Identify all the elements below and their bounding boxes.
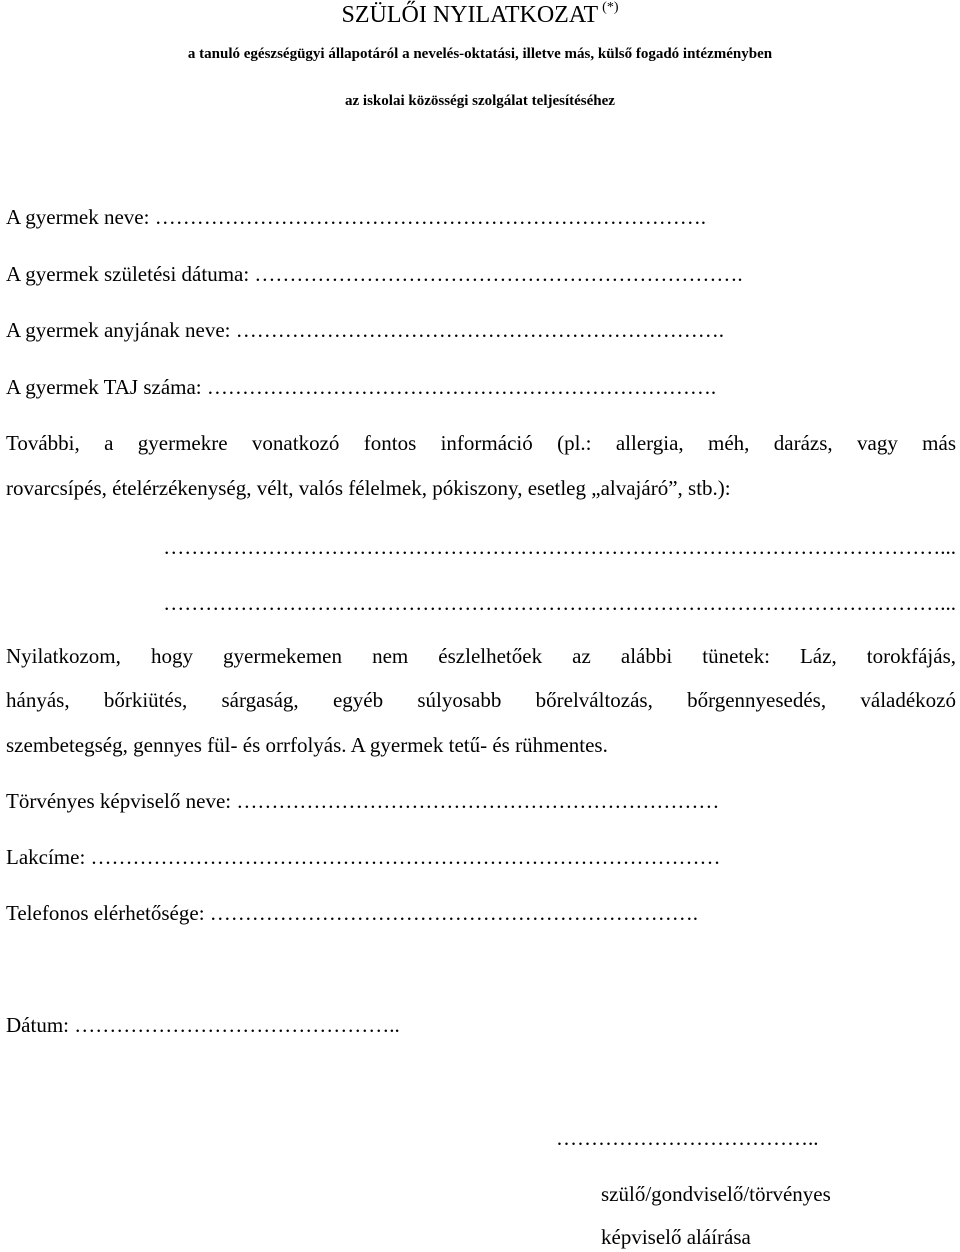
subtitle-line-1: a tanuló egészségügyi állapotáról a nevelés-oktatási, illetve más, külső fogadó intézményben (187, 46, 773, 62)
extra-info-dots-1: …………………………………………………………………………………………………... (163, 535, 956, 559)
representative-name-field: Törvényes képviselő neve: …………………………………………………………… (6, 789, 720, 813)
signature-label-2: képviselő aláírása (601, 1225, 751, 1249)
address-field: Lakcíme: ……………………………………………………………………………… (6, 845, 721, 869)
declaration-line-1: Nyilatkozom, hogy gyermekemen nem észlelhetőek az alábbi tünetek: Láz, torokfájás, (6, 644, 956, 668)
title-footnote-mark: (*) (602, 0, 619, 15)
declaration-line-2: hányás, bőrkiütés, sárgaság, egyéb súlyosabb bőrelváltozás, bőrgennyesedés, váladékozó (6, 688, 956, 712)
extra-info-dots-2: …………………………………………………………………………………………………... (163, 591, 956, 615)
date-field: Dátum: ……………………………………….. (6, 1013, 400, 1037)
subtitle-line-2: az iskolai közösségi szolgálat teljesítéséhez (345, 93, 615, 109)
extra-info-line-1: További, a gyermekre vonatkozó fontos információ (pl.: allergia, méh, darázs, vagy más (6, 431, 956, 455)
document-title (0, 2, 960, 29)
birth-date-field: A gyermek születési dátuma: ……………………………………………………………. (6, 262, 743, 286)
mother-name-field: A gyermek anyjának neve: ……………………………………………………………. (6, 318, 724, 342)
phone-field: Telefonos elérhetősége: ……………………………………………………………. (6, 901, 699, 925)
extra-info-line-2: rovarcsípés, ételérzékenység, vélt, valós félelmek, pókiszony, esetleg „alvajáró”, stb.): (6, 476, 731, 500)
signature-line: ……………………………….. (556, 1126, 819, 1150)
signature-label-1: szülő/gondviselő/törvényes (601, 1182, 831, 1206)
taj-number-field: A gyermek TAJ száma: ………………………………………………………………. (6, 375, 717, 399)
child-name-field: A gyermek neve: ……………………………………………………………………. (6, 205, 706, 229)
title-text: SZÜLŐI NYILATKOZAT (341, 2, 599, 28)
declaration-line-3: szembetegség, gennyes fül- és orrfolyás. A gyermek tetű- és rühmentes. (6, 733, 608, 757)
